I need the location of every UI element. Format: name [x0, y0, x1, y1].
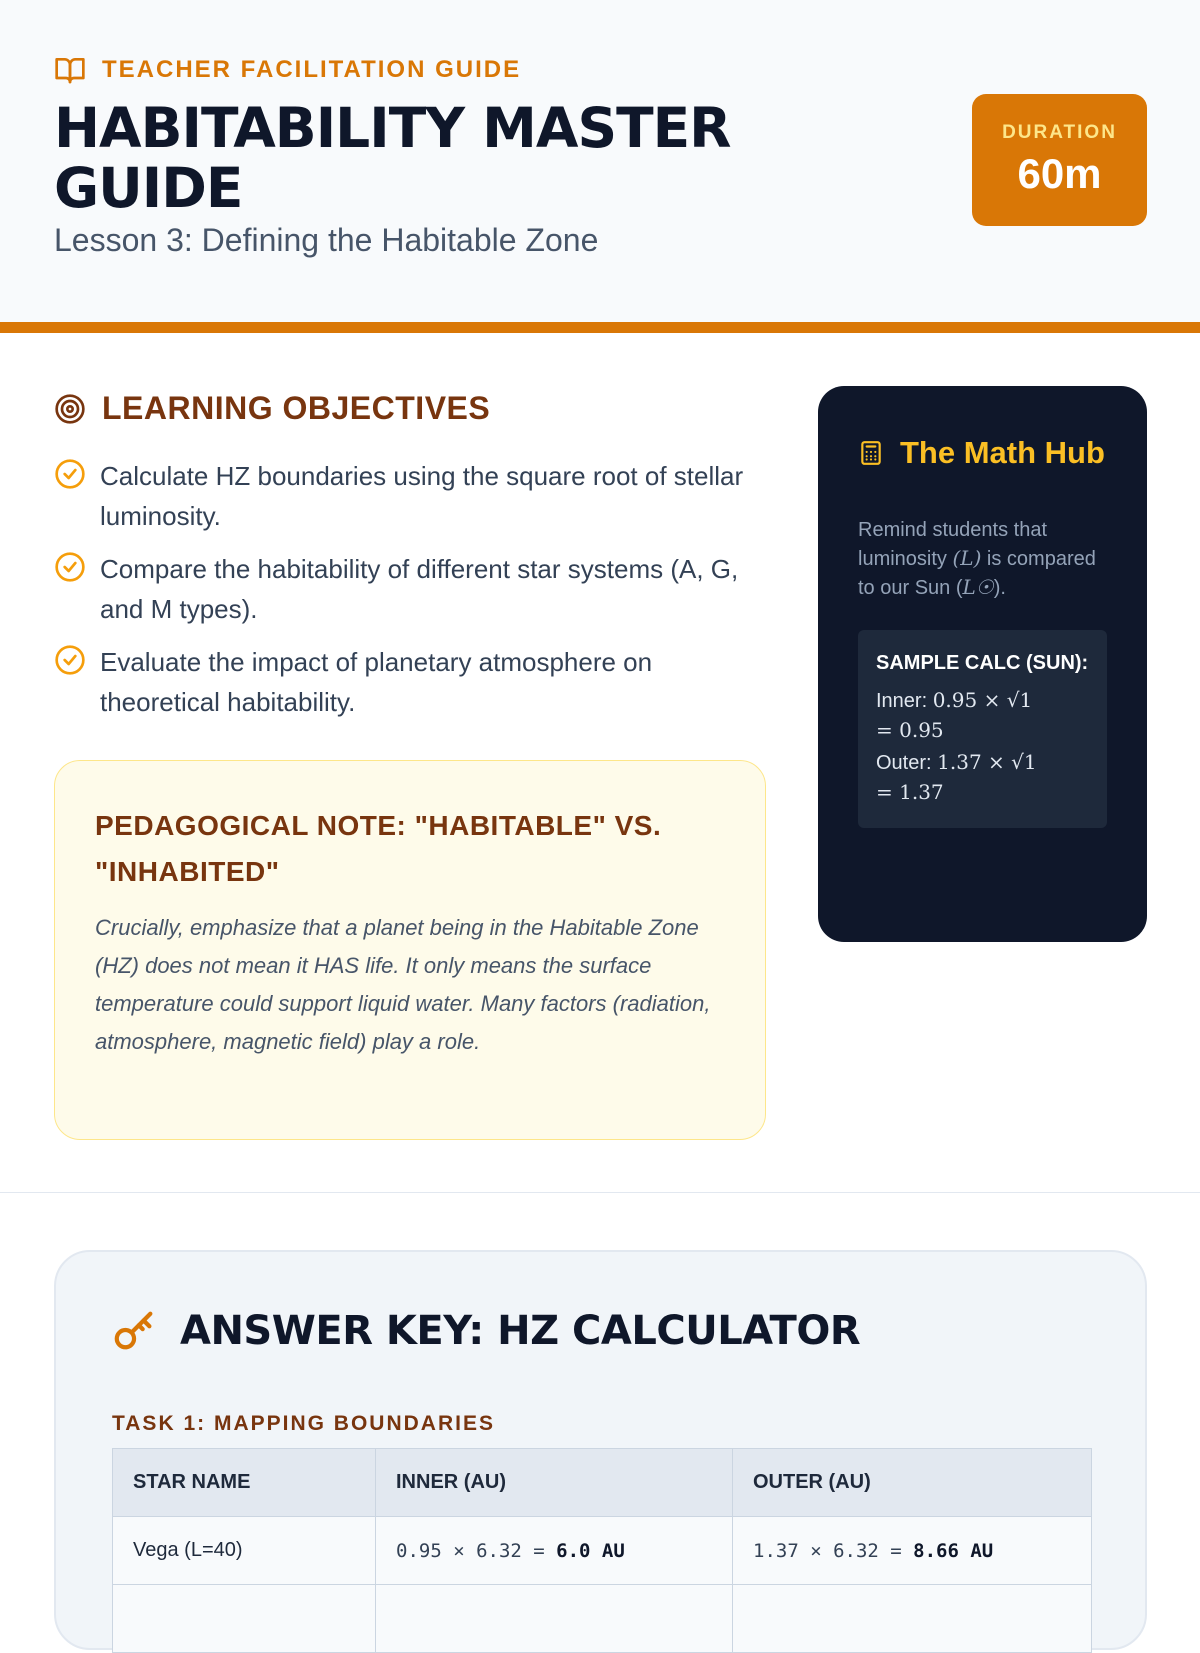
list-item — [54, 642, 754, 722]
hz-table — [112, 1448, 1092, 1653]
eyebrow-label: TEACHER FACILITATION GUIDE — [102, 56, 522, 83]
key-icon — [112, 1308, 158, 1354]
duration-value: 60m — [1017, 150, 1102, 197]
math-hub-card — [818, 386, 1147, 942]
header-accent-rule — [0, 322, 1200, 333]
objective-text: Calculate HZ boundaries using the square root of stellar luminosity. — [100, 461, 744, 531]
check-circle-icon — [54, 458, 86, 490]
objectives-title: LEARNING OBJECTIVES — [102, 390, 491, 426]
star-name-cell: Vega (L=40) — [113, 1517, 376, 1585]
target-icon — [54, 393, 86, 425]
duration-label: DURATION — [1002, 122, 1117, 143]
page-title: HABITABILITY MASTER GUIDE — [54, 96, 731, 220]
answer-key-card — [54, 1250, 1147, 1650]
inner-cell — [376, 1585, 733, 1653]
outer-calc — [876, 748, 1089, 808]
table-row — [113, 1585, 1092, 1653]
outer-cell — [733, 1585, 1092, 1653]
list-item — [54, 549, 754, 629]
check-circle-icon — [54, 551, 86, 583]
duration-badge — [972, 94, 1147, 226]
list-item — [54, 456, 754, 536]
inner-expression: 0.95 × 6.32 = — [396, 1539, 557, 1562]
inner-calc — [876, 686, 1089, 746]
answer-key-title: ANSWER KEY: HZ CALCULATOR — [180, 1308, 861, 1354]
page-header — [0, 0, 1200, 322]
inner-cell — [376, 1517, 733, 1585]
outer-cell — [733, 1517, 1092, 1585]
inner-result: 6.0 AU — [556, 1539, 625, 1562]
outer-expression: 1.37 × 6.32 = — [753, 1539, 914, 1562]
inner-result: = 0.95 — [876, 718, 944, 742]
outer-expression: 1.37 × √1 — [937, 750, 1037, 774]
outer-result: = 1.37 — [876, 780, 944, 804]
objectives-heading — [54, 390, 490, 427]
table-row — [113, 1517, 1092, 1585]
inner-expression: 0.95 × √1 — [932, 688, 1033, 712]
star-name-cell — [113, 1585, 376, 1653]
inner-label: Inner: — [876, 690, 933, 712]
luminosity-symbol: (L) — [952, 546, 982, 570]
solar-luminosity-symbol: L☉ — [962, 575, 994, 599]
objectives-list — [54, 456, 754, 735]
math-hub-text — [858, 516, 1107, 602]
column-header: INNER (AU) — [376, 1449, 733, 1517]
hub-text-part: ). — [993, 577, 1006, 599]
outer-result: 8.66 AU — [913, 1539, 994, 1562]
check-circle-icon — [54, 644, 86, 676]
objective-text: Compare the habitability of different star systems (A, G, and M types). — [100, 554, 739, 624]
hub-text-part: is compared to our Sun ( — [858, 548, 1096, 599]
book-open-icon — [54, 54, 86, 86]
outer-label: Outer: — [876, 752, 938, 774]
objective-text: Evaluate the impact of planetary atmosphere on theoretical habitability. — [100, 647, 653, 717]
task-title: TASK 1: MAPPING BOUNDARIES — [112, 1412, 495, 1435]
pedagogical-note — [54, 760, 766, 1140]
answer-key-heading — [112, 1308, 860, 1354]
page-subtitle: Lesson 3: Defining the Habitable Zone — [54, 222, 599, 258]
eyebrow — [54, 54, 521, 86]
section-divider — [0, 1192, 1200, 1193]
math-hub-title: The Math Hub — [900, 435, 1105, 470]
column-header: STAR NAME — [113, 1449, 376, 1517]
hub-text-part: Remind students that luminosity — [858, 519, 1047, 570]
column-header: OUTER (AU) — [733, 1449, 1092, 1517]
calculator-icon — [858, 440, 884, 466]
sample-calc-title: SAMPLE CALC (SUN): — [876, 652, 1089, 674]
note-body: Crucially, emphasize that a planet being in the Habitable Zone (HZ) does not mean it HAS life. It only means the surface temperature could support liquid water. Many factors (radiation, atmosphere, magnetic field) play a role. — [95, 915, 711, 1054]
table-header-row — [113, 1449, 1092, 1517]
sample-calc-box — [858, 630, 1107, 828]
note-title: PEDAGOGICAL NOTE: "HABITABLE" VS. "INHABITED" — [95, 810, 662, 887]
math-hub-heading — [858, 430, 1107, 476]
